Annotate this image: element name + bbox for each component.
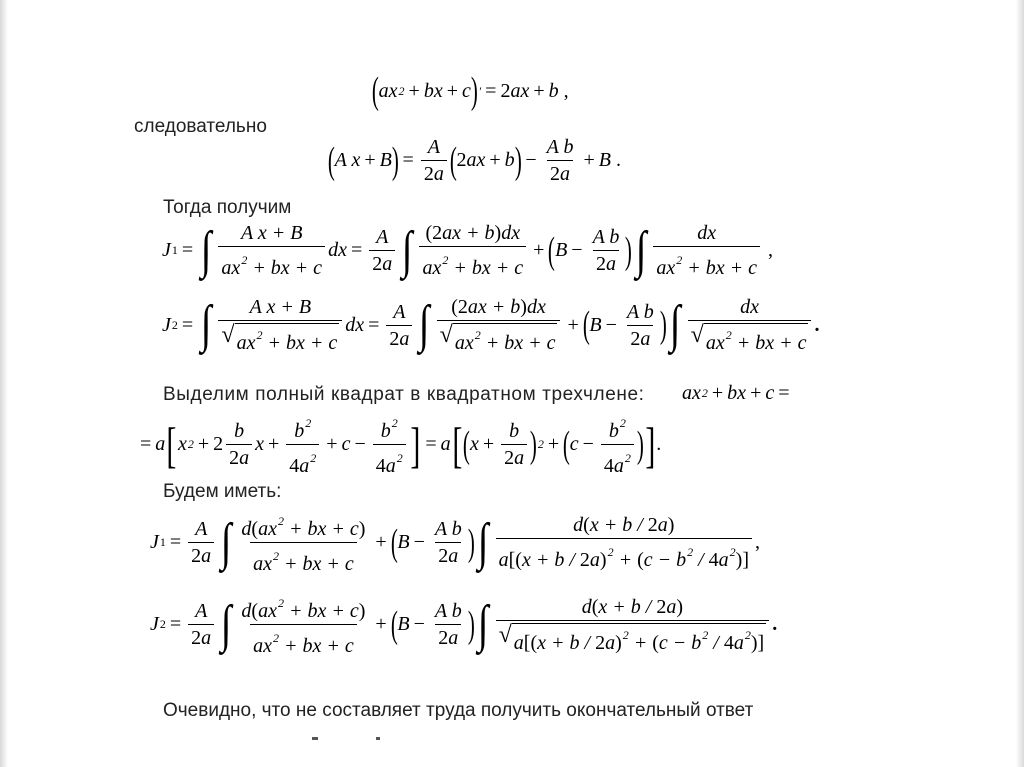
text-togda-poluchim: Тогда получим — [163, 197, 292, 218]
text-ochevidno: Очевидно, что не составляет труда получить окончательный ответ — [163, 700, 754, 721]
page-shadow-right — [1016, 0, 1024, 767]
formula-decomposition: ( A x + B ) = $\frac{A}{2a}$ ( 2 ax + b ) − $\frac{\text{A b}}{2a}$ + B . — [327, 136, 621, 185]
cutoff-marks — [312, 735, 372, 741]
formula-j2: J 2 = ∫ A x + B √ $ax^2$ + bx + c dx = $\frac{A}{2a}$ ∫ (2ax + b)dx √ $ax^2$ + bx + c + ( B − $\frac{\text{A b}}{2a}$ ) ∫ dx √ $ax^2$ + bx + c . — [162, 296, 820, 354]
text-budem-imet: Будем иметь: — [163, 481, 282, 502]
formula-j1: J 1 = ∫ $\frac{\text{A x + B}}{ax^2 + bx + c}$ dx = $\frac{A}{2a}$ ∫ $\frac{(2ax + b)dx}{ax^2 + bx + c}$ + ( B − $\frac{\text{A b}}{2a}$ ) ∫ $\frac{dx}{ax^2 + bx + c}$ , — [162, 221, 773, 279]
formula-complete-square: = a [ x 2 + 2 $\frac{b}{2a}$ x + $\frac{b^2}{4a^2}$ + c − $\frac{b^2}{4a^2}$ ] = a [ ( x + $\frac{b}{2a}$ ) 2 + ( c − $\frac{b^2}{4a^2}$ ) ] . — [140, 416, 662, 477]
text-vydelim: Выделим полный квадрат в квадратном трехчлене: — [163, 384, 645, 405]
formula-j2-final: J 2 = $\frac{A}{2a}$ ∫ $\frac{d(ax^2 + bx + c)}{ax^2 + bx + c}$ + ( B − $\frac{\text{A b}}{2a}$ ) ∫ d(x + b / 2a) √ $a[(x + b / 2a)^2 + (c - b^2 / 4a^2)]$ . — [150, 595, 778, 657]
text-sledovatelno: следовательно — [134, 116, 267, 137]
page-shadow-left — [0, 0, 8, 767]
formula-trinomial: ax 2 + bx + c = — [682, 382, 790, 404]
formula-j1-final: J 1 = $\frac{A}{2a}$ ∫ $\frac{d(ax^2 + bx + c)}{ax^2 + bx + c}$ + ( B − $\frac{\text{A b}}{2a}$ ) ∫ $\frac{d(x + b / 2a)}{a[(x + b / 2a)^2 + (c - b^2 / 4a^2)]}$ , — [150, 513, 761, 575]
formula-derivative: ( ax 2 + bx + c ) ′ = 2 ax + b , — [371, 70, 569, 112]
